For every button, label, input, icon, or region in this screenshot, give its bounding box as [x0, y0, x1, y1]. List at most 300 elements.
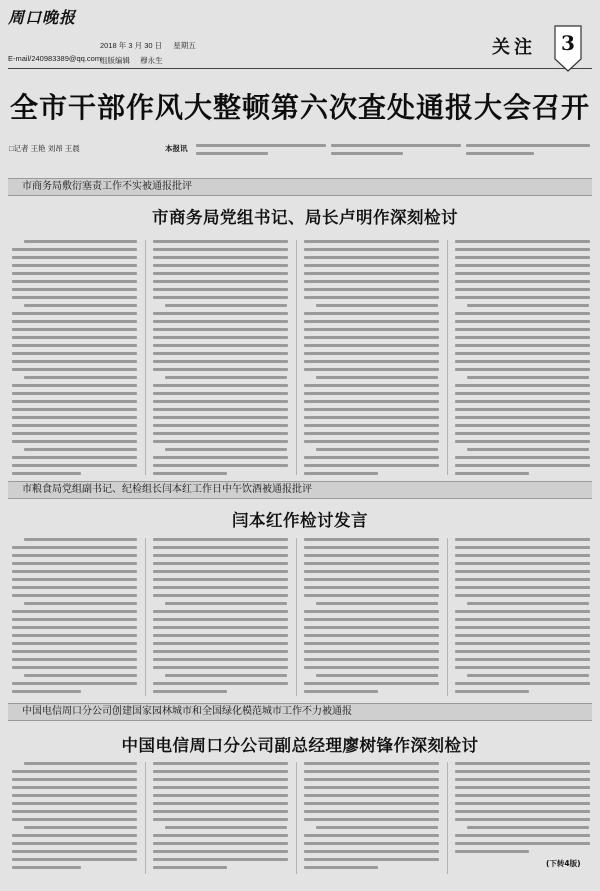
text-line: [304, 586, 439, 589]
text-line: [455, 440, 590, 443]
text-line: [455, 786, 590, 789]
text-line: [455, 328, 590, 331]
text-line: [153, 408, 288, 411]
text-line: [304, 610, 439, 613]
text-line: [455, 842, 590, 845]
text-line: [153, 312, 288, 315]
text-line: [455, 416, 590, 419]
newspaper-logo: 周口晚报: [8, 8, 77, 27]
text-line: [153, 650, 288, 653]
text-line: [196, 152, 268, 155]
text-line: [304, 352, 439, 355]
text-line: [455, 642, 590, 645]
text-line: [153, 240, 288, 243]
text-line: [12, 272, 137, 275]
text-line: [153, 770, 288, 773]
text-line: [304, 360, 439, 363]
text-line: [12, 464, 137, 467]
text-line: [316, 674, 438, 677]
reporters-byline: □记者 王艳 刘昂 王晨: [9, 144, 80, 153]
text-line: [455, 546, 590, 549]
text-line: [12, 424, 137, 427]
text-line: [24, 674, 137, 677]
column-divider: [447, 240, 448, 475]
text-line: [153, 842, 288, 845]
text-line: [455, 336, 590, 339]
text-line: [12, 842, 137, 845]
text-line: [304, 794, 439, 797]
text-line: [467, 376, 589, 379]
text-line: [153, 472, 227, 475]
text-line: [12, 650, 137, 653]
text-line: [455, 554, 590, 557]
text-line: [153, 682, 288, 685]
text-line: [12, 328, 137, 331]
story-2-banner: 市粮食局党组副书记、纪检组长闫本红工作日中午饮酒被通报批评: [8, 481, 592, 499]
text-line: [12, 802, 137, 805]
text-line: [304, 344, 439, 347]
text-line: [165, 826, 287, 829]
text-line: [455, 392, 590, 395]
text-line: [304, 834, 439, 837]
text-line: [165, 376, 287, 379]
text-line: [12, 626, 137, 629]
story-3-column: [304, 762, 439, 874]
column-divider: [296, 240, 297, 475]
text-line: [153, 368, 288, 371]
text-line: [455, 240, 590, 243]
text-line: [12, 794, 137, 797]
text-line: [24, 762, 137, 765]
column-divider: [145, 538, 146, 696]
column-divider: [296, 762, 297, 874]
text-line: [165, 448, 287, 451]
text-line: [331, 144, 461, 147]
text-line: [304, 440, 439, 443]
story-2-headline: 闫本红作检讨发言: [232, 511, 368, 530]
text-line: [153, 554, 288, 557]
story-3-headline: 中国电信周口分公司副总经理廖树锋作深刻检讨: [121, 736, 479, 755]
text-line: [24, 602, 137, 605]
text-line: [153, 344, 288, 347]
text-line: [304, 384, 439, 387]
text-line: [304, 594, 439, 597]
story-2-column: [455, 538, 590, 698]
text-line: [153, 618, 288, 621]
text-line: [153, 440, 288, 443]
lead-text-column: [196, 144, 326, 160]
text-line: [304, 248, 439, 251]
text-line: [153, 850, 288, 853]
text-line: [153, 810, 288, 813]
text-line: [12, 416, 137, 419]
text-line: [304, 546, 439, 549]
text-line: [455, 802, 590, 805]
text-line: [455, 288, 590, 291]
text-line: [304, 634, 439, 637]
text-line: [12, 312, 137, 315]
story-1-headline: 市商务局党组书记、局长卢明作深刻检讨: [152, 208, 458, 227]
column-divider: [447, 762, 448, 874]
text-line: [455, 650, 590, 653]
continued-note: (下转4版): [546, 859, 581, 868]
story-1-column: [455, 240, 590, 480]
text-line: [455, 690, 529, 693]
text-line: [316, 602, 438, 605]
text-line: [304, 658, 439, 661]
text-line: [455, 424, 590, 427]
text-line: [316, 376, 438, 379]
story-2-column: [153, 538, 288, 698]
text-line: [304, 818, 439, 821]
text-line: [304, 666, 439, 669]
text-line: [24, 826, 137, 829]
text-line: [153, 666, 288, 669]
text-line: [304, 682, 439, 685]
text-line: [304, 642, 439, 645]
lead-text-column: [466, 144, 590, 160]
text-line: [455, 384, 590, 387]
column-divider: [145, 240, 146, 475]
text-line: [455, 586, 590, 589]
text-line: [455, 320, 590, 323]
text-line: [12, 472, 81, 475]
text-line: [12, 408, 137, 411]
text-line: [304, 472, 378, 475]
editor-name: 穆永生: [140, 56, 163, 65]
text-line: [455, 272, 590, 275]
text-line: [304, 650, 439, 653]
text-line: [153, 634, 288, 637]
text-line: [304, 626, 439, 629]
page-number: 3: [561, 31, 575, 55]
text-line: [12, 264, 137, 267]
text-line: [153, 858, 288, 861]
contact-email: E-mail/240983389@qq.com: [8, 54, 102, 63]
text-line: [455, 472, 529, 475]
text-line: [153, 586, 288, 589]
header-divider: [8, 68, 592, 69]
text-line: [196, 144, 326, 147]
text-line: [466, 144, 590, 147]
text-line: [455, 368, 590, 371]
text-line: [304, 288, 439, 291]
text-line: [455, 562, 590, 565]
text-line: [455, 618, 590, 621]
text-line: [304, 408, 439, 411]
text-line: [12, 320, 137, 323]
text-line: [316, 448, 438, 451]
text-line: [455, 264, 590, 267]
text-line: [12, 658, 137, 661]
text-line: [12, 336, 137, 339]
editor-label: 组版编辑: [100, 56, 130, 65]
text-line: [153, 328, 288, 331]
text-line: [304, 578, 439, 581]
text-line: [304, 336, 439, 339]
text-line: [24, 376, 137, 379]
text-line: [455, 360, 590, 363]
text-line: [165, 674, 287, 677]
column-divider: [145, 762, 146, 874]
text-line: [12, 554, 137, 557]
text-line: [165, 304, 287, 307]
text-line: [12, 352, 137, 355]
text-line: [304, 762, 439, 765]
text-line: [455, 256, 590, 259]
text-line: [153, 416, 288, 419]
text-line: [455, 312, 590, 315]
text-line: [455, 666, 590, 669]
text-line: [12, 280, 137, 283]
text-line: [455, 818, 590, 821]
text-line: [304, 320, 439, 323]
text-line: [304, 570, 439, 573]
text-line: [12, 432, 137, 435]
text-line: [304, 416, 439, 419]
story-3-column: [153, 762, 288, 874]
text-line: [12, 384, 137, 387]
text-line: [153, 626, 288, 629]
story-3-banner: 中国电信周口分公司创建国家园林城市和全国绿化模范城市工作不力被通报: [8, 703, 592, 721]
main-headline: 全市干部作风大整顿第六次查处通报大会召开: [10, 91, 591, 124]
text-line: [304, 464, 439, 467]
text-line: [304, 850, 439, 853]
text-line: [12, 288, 137, 291]
text-line: [455, 834, 590, 837]
text-line: [24, 304, 137, 307]
text-line: [153, 264, 288, 267]
text-line: [153, 546, 288, 549]
text-line: [12, 618, 137, 621]
text-line: [12, 400, 137, 403]
text-line: [12, 666, 137, 669]
text-line: [12, 440, 137, 443]
text-line: [12, 256, 137, 259]
text-line: [304, 424, 439, 427]
text-line: [153, 464, 288, 467]
text-line: [467, 304, 589, 307]
text-line: [153, 866, 227, 869]
text-line: [304, 392, 439, 395]
text-line: [153, 610, 288, 613]
text-line: [455, 658, 590, 661]
text-line: [12, 610, 137, 613]
text-line: [316, 826, 438, 829]
editor-credit: [100, 55, 171, 66]
text-line: [304, 312, 439, 315]
text-line: [153, 594, 288, 597]
text-line: [12, 368, 137, 371]
text-line: [316, 304, 438, 307]
text-line: [455, 634, 590, 637]
text-line: [12, 642, 137, 645]
text-line: [12, 866, 81, 869]
text-line: [153, 570, 288, 573]
text-line: [165, 602, 287, 605]
text-line: [153, 400, 288, 403]
text-line: [455, 296, 590, 299]
text-line: [455, 344, 590, 347]
text-line: [467, 826, 589, 829]
text-line: [12, 682, 137, 685]
text-line: [153, 432, 288, 435]
text-line: [304, 272, 439, 275]
text-line: [153, 360, 288, 363]
text-line: [304, 690, 378, 693]
text-line: [12, 578, 137, 581]
text-line: [153, 392, 288, 395]
text-line: [455, 432, 590, 435]
text-line: [304, 858, 439, 861]
text-line: [153, 578, 288, 581]
masthead: [0, 0, 600, 74]
text-line: [153, 296, 288, 299]
text-line: [304, 240, 439, 243]
text-line: [12, 570, 137, 573]
text-line: [304, 296, 439, 299]
text-line: [12, 456, 137, 459]
text-line: [153, 272, 288, 275]
text-line: [153, 256, 288, 259]
text-line: [304, 456, 439, 459]
text-line: [153, 778, 288, 781]
text-line: [153, 538, 288, 541]
text-line: [12, 858, 137, 861]
text-line: [455, 248, 590, 251]
page-number-badge: [553, 25, 583, 73]
story-3-column: [455, 762, 590, 858]
text-line: [304, 562, 439, 565]
text-line: [455, 400, 590, 403]
text-line: [304, 432, 439, 435]
text-line: [455, 464, 590, 467]
column-divider: [447, 538, 448, 696]
text-line: [455, 538, 590, 541]
text-line: [304, 778, 439, 781]
text-line: [153, 818, 288, 821]
text-line: [12, 850, 137, 853]
intro-byline: 本报讯: [165, 144, 188, 153]
text-line: [12, 360, 137, 363]
text-line: [153, 352, 288, 355]
text-line: [12, 818, 137, 821]
text-line: [304, 328, 439, 331]
text-line: [304, 866, 378, 869]
text-line: [24, 448, 137, 451]
text-line: [304, 264, 439, 267]
text-line: [467, 674, 589, 677]
story-2-column: [304, 538, 439, 698]
story-1-column: [12, 240, 137, 480]
text-line: [304, 280, 439, 283]
text-line: [455, 626, 590, 629]
text-line: [304, 618, 439, 621]
text-line: [455, 578, 590, 581]
text-line: [12, 392, 137, 395]
text-line: [153, 320, 288, 323]
text-line: [153, 248, 288, 251]
text-line: [455, 456, 590, 459]
text-line: [12, 786, 137, 789]
text-line: [12, 690, 81, 693]
text-line: [153, 690, 227, 693]
story-3-column: [12, 762, 137, 874]
text-line: [12, 810, 137, 813]
story-1-column: [304, 240, 439, 480]
text-line: [153, 834, 288, 837]
text-line: [12, 586, 137, 589]
text-line: [455, 794, 590, 797]
text-line: [455, 682, 590, 685]
text-line: [304, 400, 439, 403]
text-line: [153, 384, 288, 387]
text-line: [153, 642, 288, 645]
text-line: [153, 762, 288, 765]
text-line: [12, 778, 137, 781]
text-line: [455, 810, 590, 813]
text-line: [455, 594, 590, 597]
text-line: [466, 152, 534, 155]
text-line: [455, 850, 529, 853]
text-line: [153, 562, 288, 565]
text-line: [304, 368, 439, 371]
column-divider: [296, 538, 297, 696]
text-line: [467, 448, 589, 451]
issue-date: [100, 40, 205, 51]
text-line: [455, 762, 590, 765]
text-line: [455, 610, 590, 613]
text-line: [12, 594, 137, 597]
text-line: [153, 336, 288, 339]
date: 2018 年 3 月 30 日: [100, 41, 163, 50]
text-line: [455, 570, 590, 573]
text-line: [304, 810, 439, 813]
story-1-column: [153, 240, 288, 480]
text-line: [304, 802, 439, 805]
text-line: [455, 408, 590, 411]
text-line: [304, 554, 439, 557]
weekday: 星期五: [173, 41, 196, 50]
text-line: [24, 240, 137, 243]
text-line: [12, 834, 137, 837]
text-line: [12, 344, 137, 347]
text-line: [153, 658, 288, 661]
text-line: [153, 802, 288, 805]
text-line: [24, 538, 137, 541]
text-line: [153, 794, 288, 797]
text-line: [304, 538, 439, 541]
story-1-banner: 市商务局敷衍塞责工作不实被通报批评: [8, 178, 592, 196]
text-line: [331, 152, 403, 155]
text-line: [304, 770, 439, 773]
text-line: [12, 546, 137, 549]
text-line: [12, 634, 137, 637]
text-line: [12, 562, 137, 565]
text-line: [304, 842, 439, 845]
text-line: [12, 296, 137, 299]
text-line: [153, 786, 288, 789]
text-line: [304, 256, 439, 259]
text-line: [455, 352, 590, 355]
lead-text-column: [331, 144, 461, 160]
text-line: [455, 778, 590, 781]
text-line: [467, 602, 589, 605]
text-line: [153, 288, 288, 291]
text-line: [153, 424, 288, 427]
story-2-column: [12, 538, 137, 698]
text-line: [455, 770, 590, 773]
